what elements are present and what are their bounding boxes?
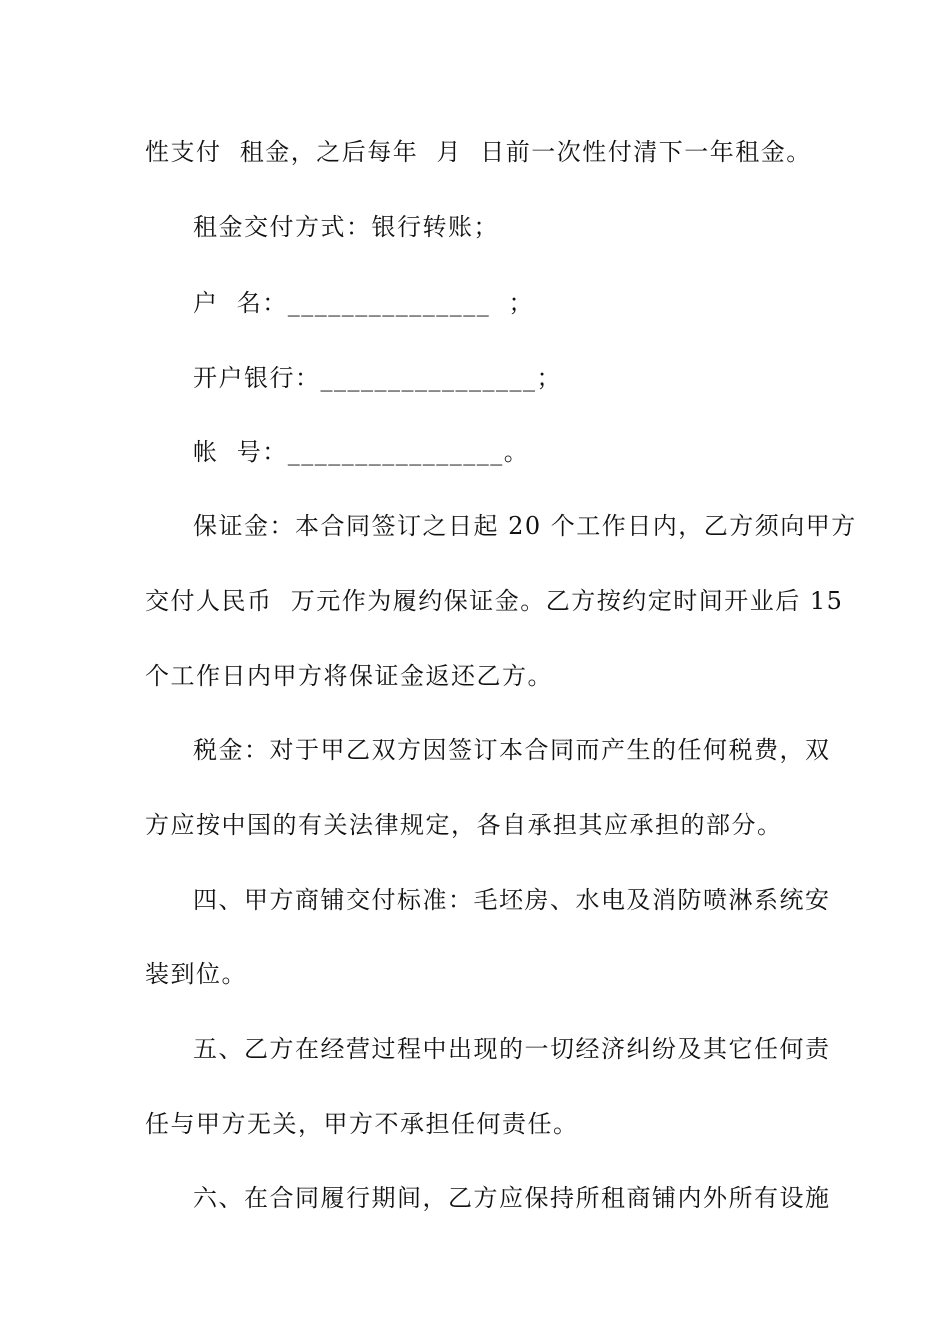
paragraph-line: 性支付 租金，之后每年 月 日前一次性付清下一年租金。	[145, 138, 812, 166]
clause-four-line: 四、甲方商铺交付标准：毛坯房、水电及消防喷淋系统安	[193, 886, 831, 914]
clause-six-line: 六、在合同履行期间，乙方应保持所租商铺内外所有设施	[193, 1184, 831, 1212]
paragraph-line: 交付人民币 万元作为履约保证金。乙方按约定时间开业后 15	[145, 587, 844, 615]
payment-method-line: 租金交付方式：银行转账；	[193, 213, 499, 241]
account-name-line: 户 名：_______________ ；	[193, 289, 535, 317]
deposit-line: 保证金：本合同签订之日起 20 个工作日内，乙方须向甲方	[193, 512, 857, 540]
paragraph-line: 装到位。	[145, 960, 247, 988]
paragraph-line: 方应按中国的有关法律规定，各自承担其应承担的部分。	[145, 811, 783, 839]
account-number-line: 帐 号：________________。	[193, 438, 530, 466]
bank-line: 开户银行：________________；	[193, 364, 562, 392]
tax-line: 税金：对于甲乙双方因签订本合同而产生的任何税费，双	[193, 736, 831, 764]
clause-five-line: 五、乙方在经营过程中出现的一切经济纠纷及其它任何责	[193, 1035, 831, 1063]
paragraph-line: 任与甲方无关，甲方不承担任何责任。	[145, 1110, 579, 1138]
paragraph-line: 个工作日内甲方将保证金返还乙方。	[145, 662, 553, 690]
